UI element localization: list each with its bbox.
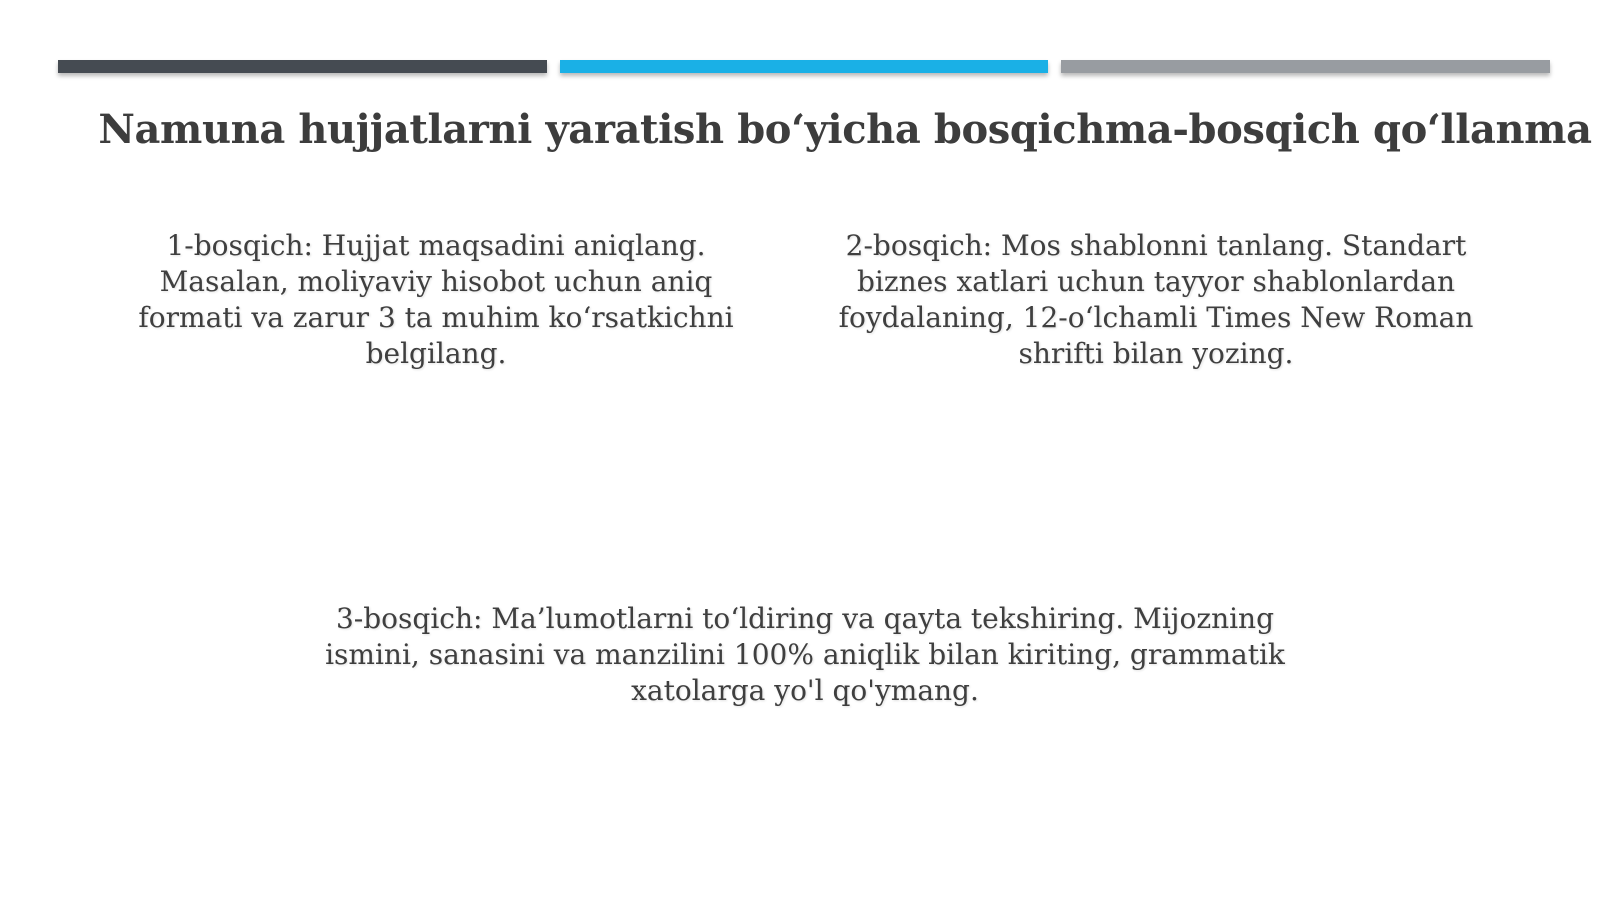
slide-title: Namuna hujjatlarni yaratish bo‘yicha bosqichma-bosqich qo‘llanma [98,106,1592,153]
step-1-text: 1-bosqich: Hujjat maqsadini aniqlang. Masalan, moliyaviy hisobot uchun aniq formati va zarur 3 ta muhim ko‘rsatkichni belgilang. [138,229,734,370]
step-2-text: 2-bosqich: Mos shablonni tanlang. Standart biznes xatlari uchun tayyor shablonlardan foydalaning, 12-o‘lchamli Times New Roman shrifti bilan yozing. [838,229,1474,370]
step-3-text: 3-bosqich: Ma’lumotlarni to‘ldiring va qayta tekshiring. Mijozning ismini, sanasini va manzilini 100% aniqlik bilan kiriting, grammatik xatolarga yo'l qo'ymang. [325,602,1285,707]
accent-bar-dark [58,60,547,73]
accent-bar-gray [1061,60,1550,73]
accent-bar-blue [560,60,1048,73]
